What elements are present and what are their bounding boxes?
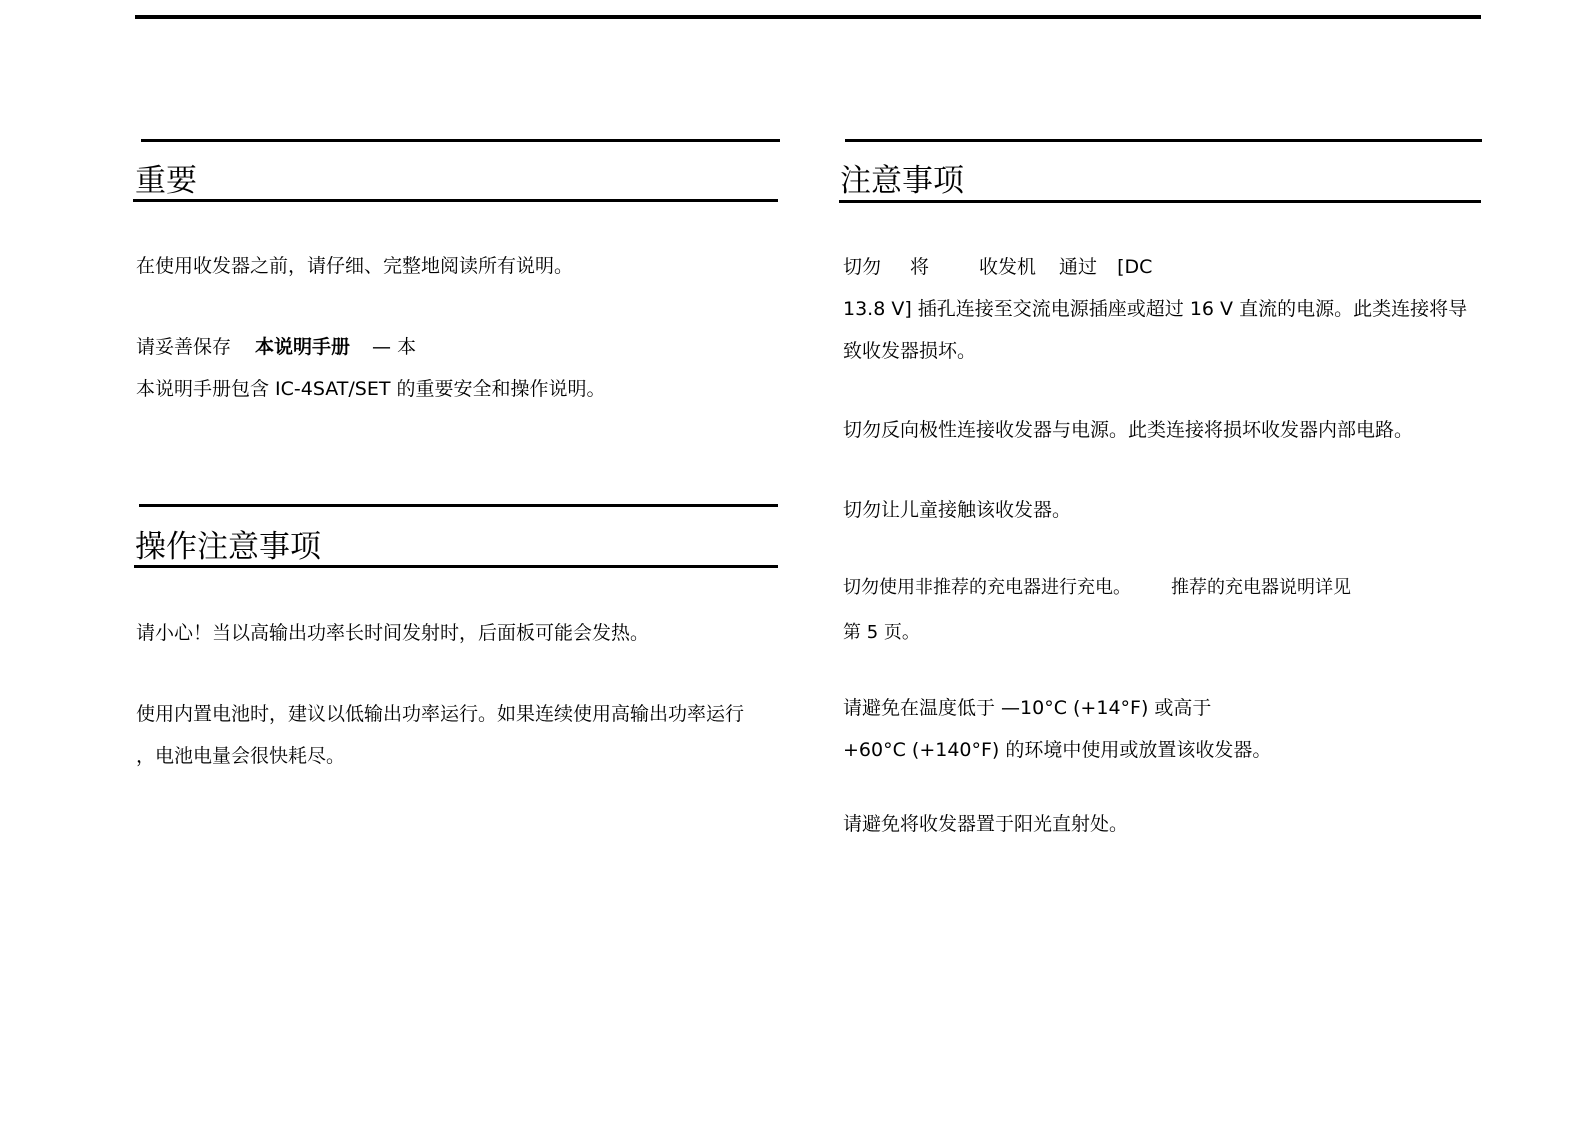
text-charger-see: 推荐的充电器说明详见 xyxy=(1171,577,1351,598)
paragraph-battery-line-1: 使用内置电池时，建议以低输出功率运行。如果连续使用高输出功率运行 xyxy=(136,703,745,725)
paragraph-manual-contents: 本说明手册包含 IC-4SAT/SET 的重要安全和操作说明。 xyxy=(136,378,606,400)
section-heading: 重要 xyxy=(135,163,197,199)
paragraph-charger-line-1 xyxy=(843,576,1351,600)
section-heading: 操作注意事项 xyxy=(135,529,321,565)
section-top-rule xyxy=(139,504,778,507)
text-word-4: 通过 xyxy=(1059,256,1098,278)
section-top-rule xyxy=(141,139,780,142)
paragraph-sunlight: 请避免将收发器置于阳光直射处。 xyxy=(843,813,1129,835)
text-keep-safe: 请妥善保存 xyxy=(136,336,232,358)
section-heading-underline xyxy=(133,199,778,202)
text-word-5: [DC xyxy=(1117,256,1153,278)
paragraph-keep-manual xyxy=(136,335,416,359)
section-heading-underline xyxy=(134,565,778,568)
text-no-unrecommended-charger: 切勿使用非推荐的充电器进行充电。 xyxy=(843,577,1131,598)
text-word-2: 将 xyxy=(910,256,930,278)
paragraph-battery-line-2: ，电池电量会很快耗尽。 xyxy=(136,745,346,767)
paragraph-children: 切勿让儿童接触该收发器。 xyxy=(843,499,1072,521)
paragraph-rear-panel-heat: 请小心！当以高输出功率长时间发射时，后面板可能会发热。 xyxy=(136,622,650,644)
paragraph-read-instructions: 在使用收发器之前，请仔细、完整地阅读所有说明。 xyxy=(136,255,574,277)
paragraph-dc-jack-line-2: 13.8 V] 插孔连接至交流电源插座或超过 16 V 直流的电源。此类连接将导 xyxy=(843,298,1468,320)
paragraph-charger-line-2: 第 5 页。 xyxy=(843,622,920,643)
paragraph-temperature-line-1: 请避免在温度低于 —10°C (+14°F) 或高于 xyxy=(843,697,1212,719)
paragraph-temperature-line-2: +60°C (+140°F) 的环境中使用或放置该收发器。 xyxy=(843,739,1272,761)
section-top-rule xyxy=(845,139,1482,142)
text-word-1: 切勿 xyxy=(843,256,882,278)
page-top-rule xyxy=(135,15,1481,19)
paragraph-dc-jack-line-3: 致收发器损坏。 xyxy=(843,340,977,362)
text-dash-this: — 本 xyxy=(372,336,417,358)
text-word-3: 收发机 xyxy=(979,256,1037,278)
section-heading-underline xyxy=(839,200,1481,203)
paragraph-dc-jack-line-1 xyxy=(843,255,1152,279)
text-manual-bold: 本说明手册 xyxy=(255,336,351,358)
section-heading: 注意事项 xyxy=(840,163,964,199)
paragraph-reverse-polarity: 切勿反向极性连接收发器与电源。此类连接将损坏收发器内部电路。 xyxy=(843,419,1414,441)
